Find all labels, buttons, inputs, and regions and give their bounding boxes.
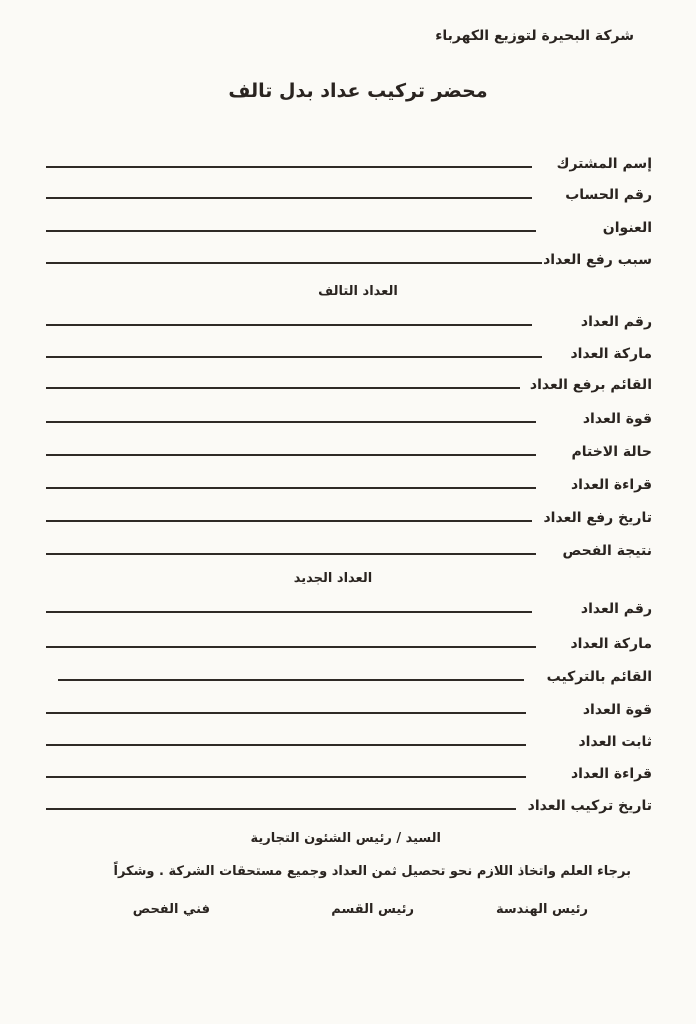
field-row-meter-capacity xyxy=(40,401,652,429)
field-label: رقم العداد xyxy=(580,601,652,617)
field-row-removal-reason xyxy=(40,242,652,270)
section-heading-damaged-meter: العداد التالف xyxy=(318,284,398,299)
signature-label-technician: فني الفحص xyxy=(132,902,210,917)
blank-line xyxy=(46,356,542,358)
request-text: برجاء العلم واتخاذ اللازم نحو تحصيل ثمن العداد وجميع مستحقات الشركة . وشكراً xyxy=(113,864,631,879)
field-label: سبب رفع العداد xyxy=(543,252,652,268)
field-row-removed-by xyxy=(40,367,652,395)
field-row-new-meter-brand xyxy=(40,626,652,654)
blank-line xyxy=(46,712,526,714)
field-row-meter-brand xyxy=(40,336,652,364)
field-label: ماركة العداد xyxy=(570,346,652,362)
field-label: القائم برفع العداد xyxy=(529,377,652,393)
field-label: رقم العداد xyxy=(580,314,652,330)
blank-line xyxy=(46,487,536,489)
signature-label-section-head: رئيس القسم xyxy=(331,902,414,917)
field-row-meter-reading xyxy=(40,467,652,495)
blank-line xyxy=(46,553,536,555)
field-row-removal-date xyxy=(40,500,652,528)
field-row-new-meter-number xyxy=(40,591,652,619)
field-row-address xyxy=(40,210,652,238)
blank-line xyxy=(46,421,536,423)
field-label: قوة العداد xyxy=(582,411,652,427)
signature-label-engineering-head: رئيس الهندسة xyxy=(496,902,588,917)
addressee-line: السيد / رئيس الشئون التجارية xyxy=(250,831,441,846)
blank-line xyxy=(46,230,536,232)
field-label: العنوان xyxy=(602,220,652,236)
field-label: قراءة العداد xyxy=(571,477,652,493)
field-label: نتيجة الفحص xyxy=(562,543,652,559)
field-row-account-number xyxy=(40,177,652,205)
blank-line xyxy=(46,611,532,613)
blank-line xyxy=(46,387,520,389)
blank-line xyxy=(46,520,532,522)
field-label: حالة الاختام xyxy=(571,444,652,460)
company-name: شركة البحيرة لتوزيع الكهرباء xyxy=(435,28,634,44)
field-label: تاريخ تركيب العداد xyxy=(527,798,652,814)
blank-line xyxy=(46,744,526,746)
field-row-meter-constant xyxy=(40,724,652,752)
blank-line xyxy=(46,324,532,326)
field-row-meter-number xyxy=(40,304,652,332)
field-label: القائم بالتركيب xyxy=(546,669,652,685)
blank-line xyxy=(46,646,536,648)
blank-line xyxy=(46,454,536,456)
field-row-new-meter-capacity xyxy=(40,692,652,720)
blank-line xyxy=(46,197,532,199)
blank-line xyxy=(46,776,526,778)
field-label: تاريخ رفع العداد xyxy=(543,510,652,526)
field-row-inspection-result xyxy=(40,533,652,561)
blank-line xyxy=(46,262,542,264)
field-label: قوة العداد xyxy=(582,702,652,718)
field-label: إسم المشترك xyxy=(556,156,652,172)
blank-line xyxy=(46,166,532,168)
field-row-installation-date xyxy=(40,788,652,816)
field-label: ثابت العداد xyxy=(578,734,652,750)
field-row-subscriber-name xyxy=(40,146,652,174)
form-title: محضر تركيب عداد بدل تالف xyxy=(228,80,488,102)
field-label: رقم الحساب xyxy=(565,187,652,203)
field-row-new-meter-reading xyxy=(40,756,652,784)
blank-line xyxy=(58,679,524,681)
field-label: قراءة العداد xyxy=(571,766,652,782)
field-row-installed-by xyxy=(40,659,652,687)
field-row-seal-condition xyxy=(40,434,652,462)
section-heading-new-meter: العداد الجديد xyxy=(293,571,373,586)
blank-line xyxy=(46,808,516,810)
field-label: ماركة العداد xyxy=(570,636,652,652)
